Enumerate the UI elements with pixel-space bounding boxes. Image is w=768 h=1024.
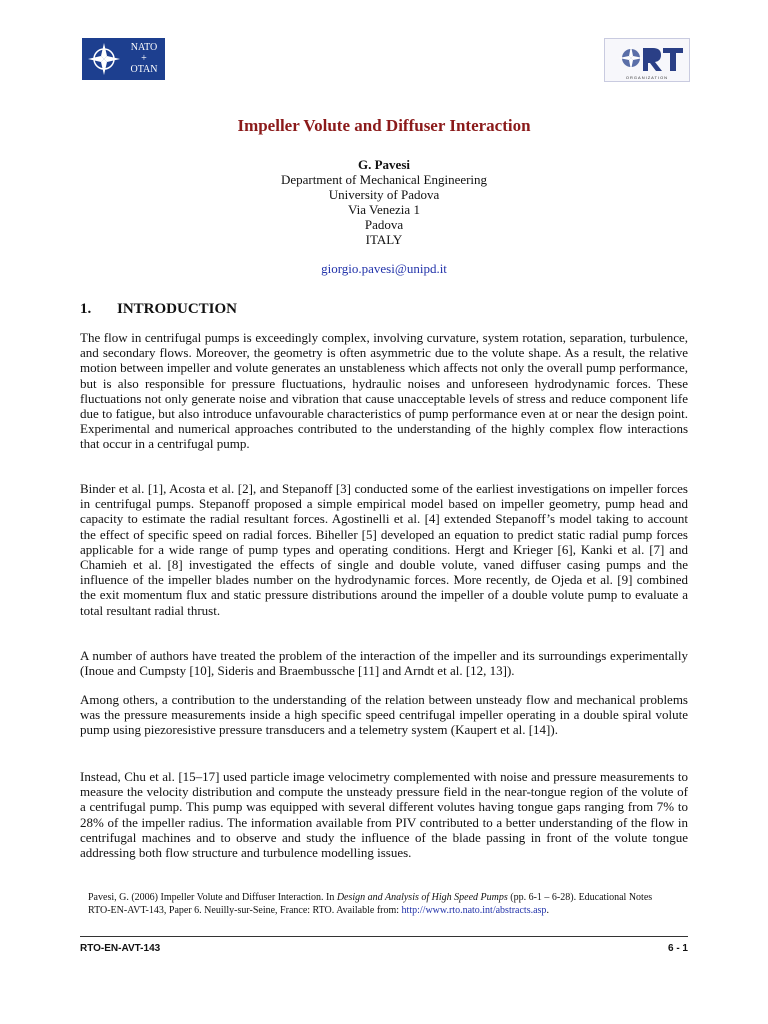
section-number: 1. [80,301,92,317]
footnote-book-title: Design and Analysis of High Speed Pumps [336,892,508,903]
affiliation-city: Padova [364,217,404,232]
footnote-publisher-text: RTO-EN-AVT-143, Paper 6. Neuilly-sur-Seine, France: RTO. Available from: [88,905,402,916]
footnote-citation-text: Pavesi, G. (2006) Impeller Volute and Diffuser Interaction. In [88,892,337,903]
footnote-url-link[interactable]: http://www.rto.nato.int/abstracts.asp [401,905,547,916]
affiliation-country: ITALY [365,232,403,247]
footer-divider [80,936,688,937]
affiliation-university: University of Padova [328,187,440,202]
paper-title: Impeller Volute and Diffuser Interaction [237,116,531,135]
footnote-pages-text: (pp. 6-1 – 6-28). Educational Notes [507,892,653,903]
rto-emblem-icon [609,42,685,76]
nato-otan-wordmark [126,42,162,75]
section-title: INTRODUCTION [117,301,238,317]
body-paragraph-5: Instead, Chu et al. [15–17] used particle image velocimetry complemented with noise and pressure measurements to measure the velocity distribution and compute the unsteady pressure field in the near-tongue region of the volute of a centrifugal pump. This pump was equipped with several different volutes having tongue gaps ranging from 7% to 28% of the impeller radius. The information available from PIV contributed to a better understanding of the flow in centrifugal machines and to observe and study the influence of the blade passing in front of the volute tongue addressing both flow structure and turbulence modelling issues. [80,769,688,861]
rto-organization-logo [604,38,690,82]
footer-page-number: 6 - 1 [667,943,688,954]
body-paragraph-3: A number of authors have treated the problem of the interaction of the impeller and its surroundings experimentally (Inoue and Cumpsty [10], Sideris and Braembussche [11] and Arndt et al. [12, 13]). [80,648,688,679]
footer-document-id: RTO-EN-AVT-143 [80,943,161,954]
author-block [0,157,768,247]
affiliation-street: Via Venezia 1 [348,202,420,217]
logo-divider-plus: + [141,53,147,64]
footnote-line-2 [88,904,688,917]
body-paragraph-1: The flow in centrifugal pumps is exceedingly complex, involving curvature, system rotation, separation, turbulence, and secondary flows. Moreover, the geometry is often asymmetric due to the volute shape. As a result, the relative motion between impeller and volute generates an unstableness which affects not only the overall pump performance, but is also responsible for pressure fluctuations, hydraulic noises and unforeseen hydrodynamic forces. These fluctuations not only generate noise and vibration that cause unacceptable levels of stress and reduce component life due to fatigue, but also introduce unfavourable characteristics of pump performance even at or near the design point. Experimental and numerical approaches contributed to the understanding of the highly complex flow interactions that occur in a centrifugal pump. [80,330,688,452]
footnote-period: . [546,905,549,916]
nato-compass-icon [85,41,123,77]
nato-word: NATO [130,42,158,53]
nato-otan-logo [82,38,165,80]
section-heading [80,301,237,318]
citation-footnote [88,891,688,917]
body-paragraph-2: Binder et al. [1], Acosta et al. [2], and Stepanoff [3] conducted some of the earliest investigations on impeller forces in centrifugal pumps. Stepanoff proposed a simple empirical model based on impeller geometry, pump head and capacity to estimate the radial resultant forces. Agostinelli et al. [4] extended Stepanoff’s model taking to account the effect of specific speed on radial forces. Biheller [5] developed an equation to predict static radial pump forces applicable for a wide range of pump types and operating conditions. Hergt and Krieger [6], Kanki et al. [7] and Chamieh et al. [8] investigated the effects of single and double volute, vaned diffuser casing pumps and the influence of the impeller blades number on the hydrodynamic forces. More recently, de Ojeda et al. [9] combined the exit momentum flux and static pressure distributions around the impeller of a double volute pump to evaluate a total resultant radial thrust. [80,481,688,618]
body-paragraph-4: Among others, a contribution to the understanding of the relation between unsteady flow and mechanical problems was the pressure measurements inside a high specific speed centrifugal impeller operating in a double spiral volute pump using piezoresistive pressure transducers and a telemetry system (Kaupert et al. [14]). [80,692,688,738]
affiliation-department: Department of Mechanical Engineering [280,172,488,187]
rto-organization-label: ORGANIZATION [625,75,669,80]
otan-word: OTAN [130,64,158,75]
author-name: G. Pavesi [358,157,410,172]
footnote-line-1 [88,891,688,904]
author-email-link[interactable]: giorgio.pavesi@unipd.it [321,261,447,276]
